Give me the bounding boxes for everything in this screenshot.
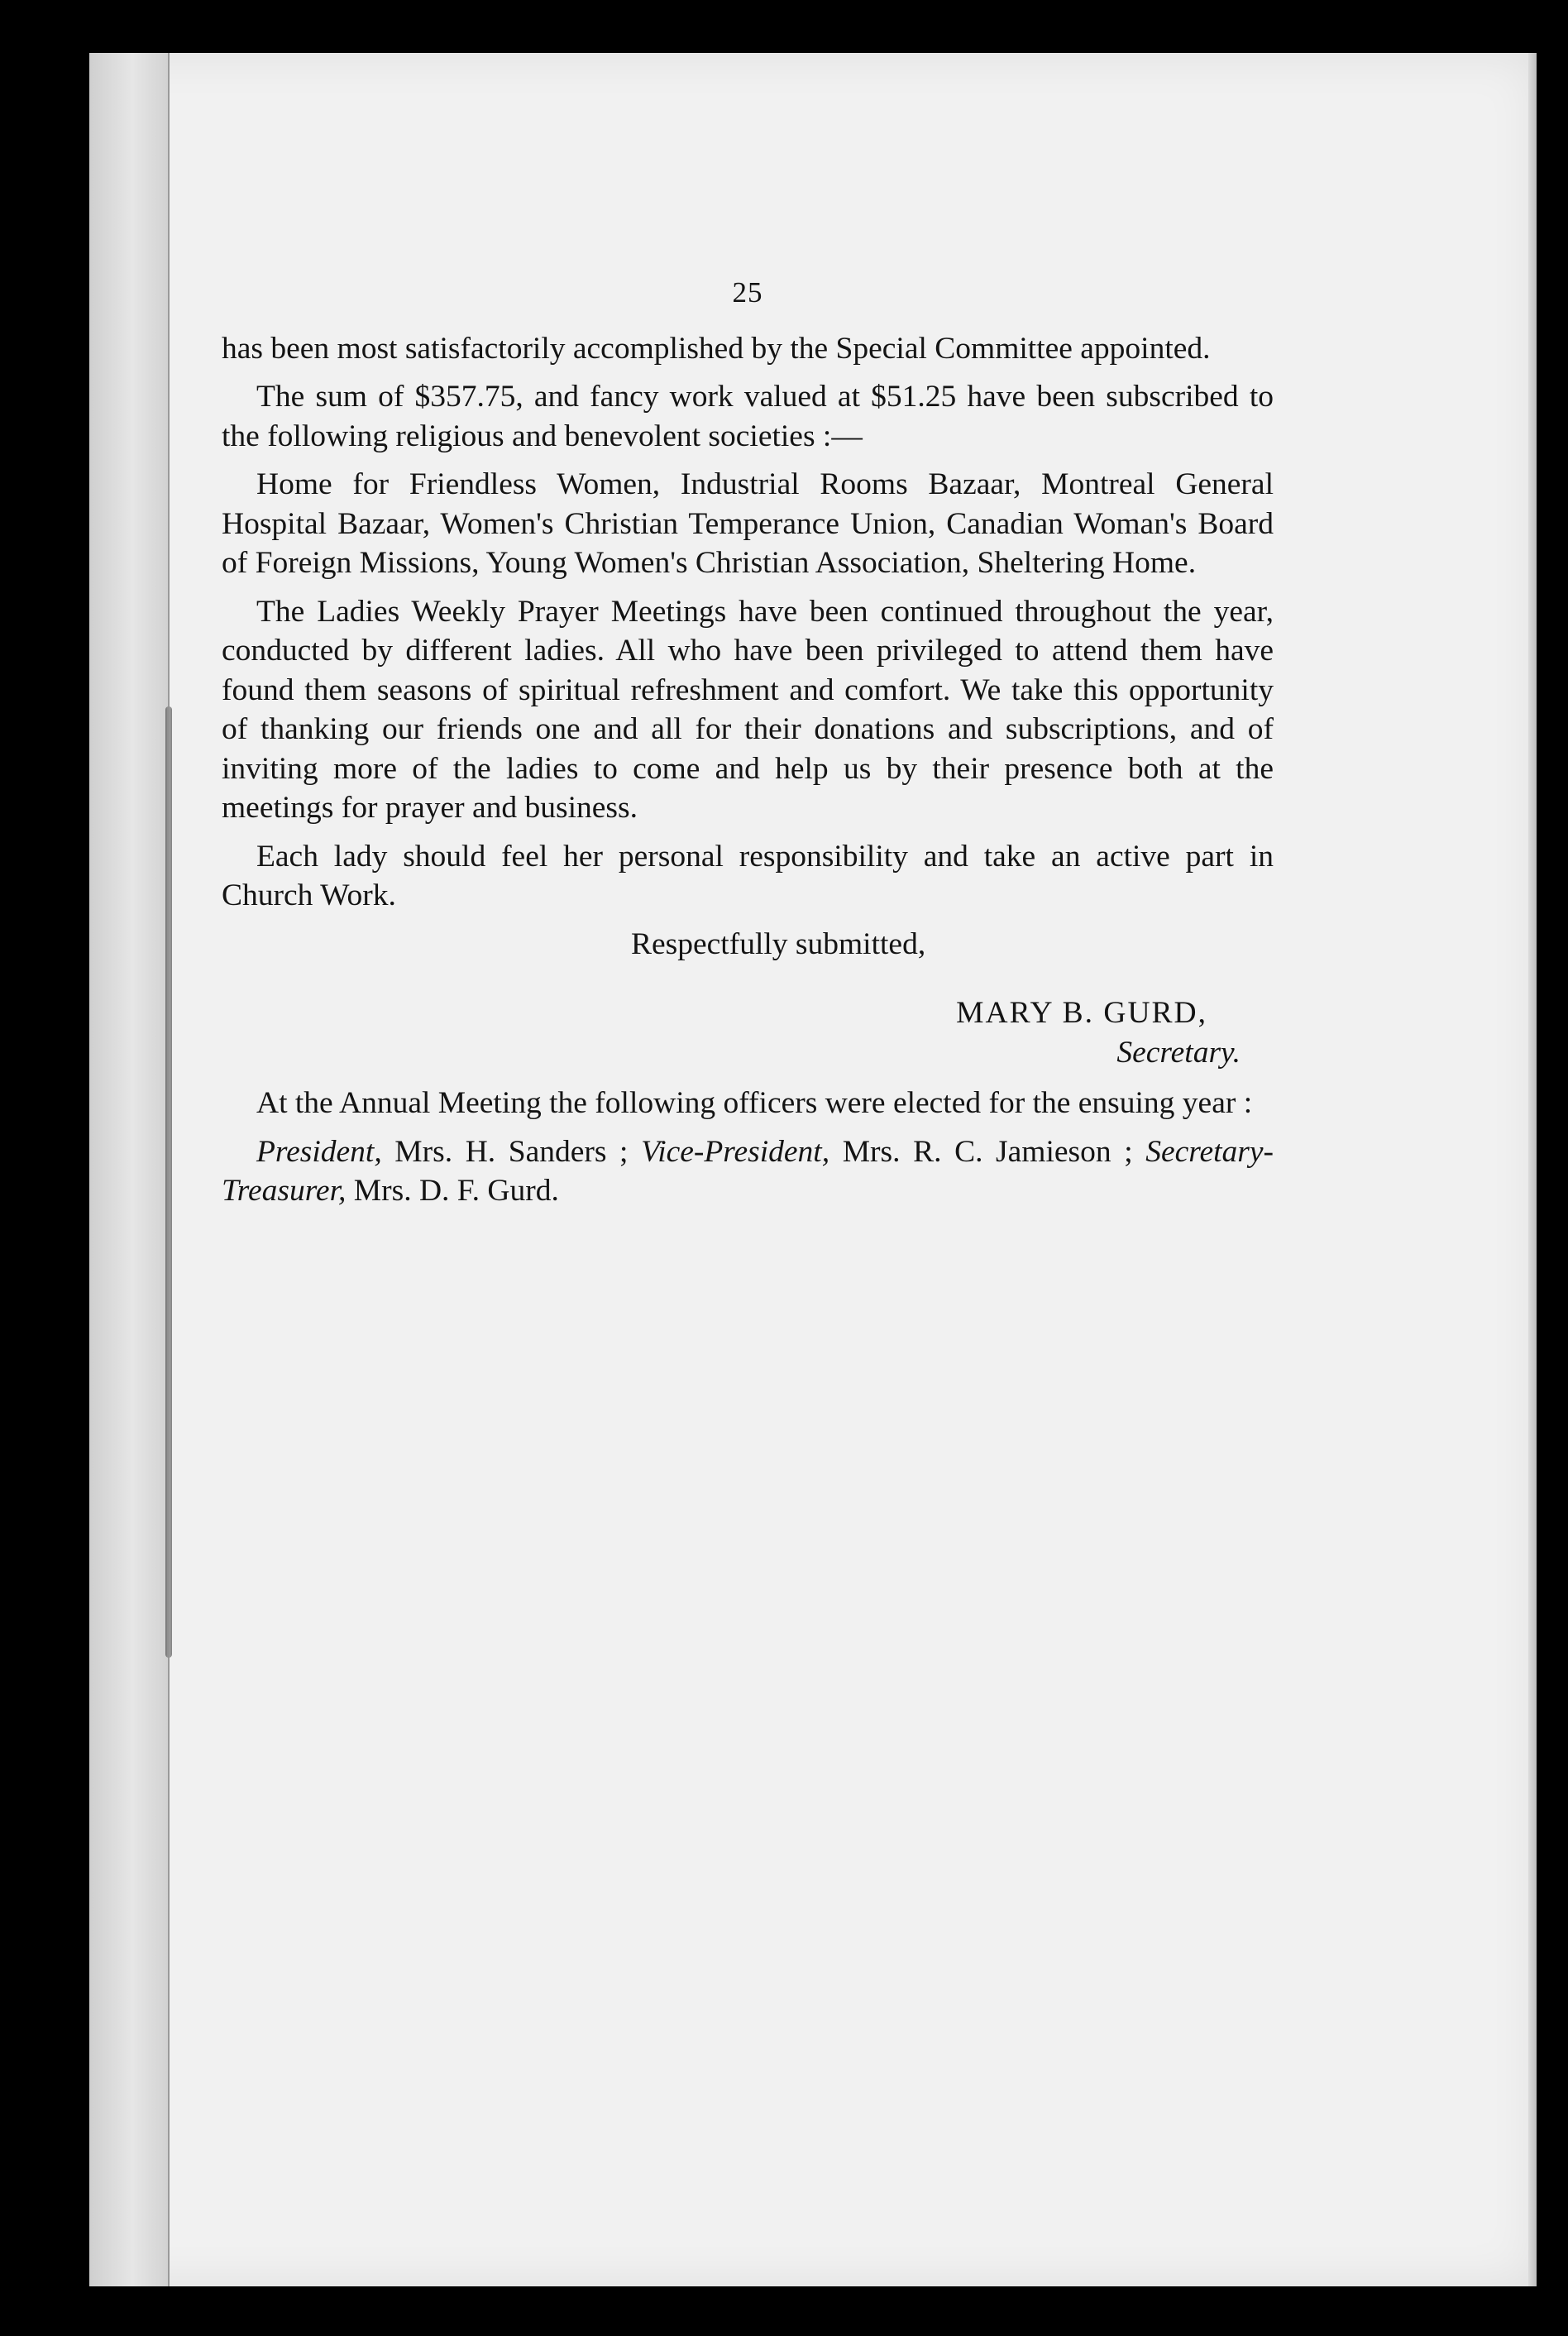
paragraph-prayer-meetings: The Ladies Weekly Prayer Meetings have been continued throughout the year, conducted by different ladies. All who have been privileged to attend them have found them seasons of spiritual refreshment and comfort. We take this opportunity of thanking our friends one and all for their donations and subscriptions, and of inviting more of the ladies to come and help us by their presence both at the meetings for prayer and business.	[222, 594, 1274, 825]
paragraph-officers-list	[222, 1132, 1274, 1211]
signer-role: Secretary.	[1116, 1035, 1241, 1070]
paragraph-officers-intro: At the Annual Meeting the following officers were elected for the ensuing year :	[256, 1086, 1253, 1120]
closing-salutation: Respectfully submitted,	[631, 926, 926, 961]
page-edge	[1528, 53, 1537, 2286]
president-title: President,	[256, 1134, 382, 1169]
vice-president-title: Vice-President,	[641, 1134, 830, 1169]
vice-president-name: Mrs. R. C. Jamieson ;	[829, 1134, 1146, 1169]
page-text	[222, 273, 1274, 1220]
paragraph-responsibility: Each lady should feel her personal responsibility and take an active part in Church Work.	[222, 839, 1274, 912]
page-number: 25	[732, 276, 763, 309]
binding-gutter	[89, 53, 170, 2286]
paragraph-subscriptions: The sum of $357.75, and fancy work valued at $51.25 have been subscribed to the following religious and benevolent societies :—	[222, 380, 1274, 453]
paragraph-societies: Home for Friendless Women, Industrial Rooms Bazaar, Montreal General Hospital Bazaar, Women's Christian Temperance Union, Canadian Woman's Board of Foreign Missions, Young Women's Christian Association, Sheltering Home.	[222, 467, 1274, 580]
binding-edge-mark	[165, 706, 172, 1658]
signer-name: MARY B. GURD,	[956, 996, 1207, 1030]
secretary-treasurer-name: Mrs. D. F. Gurd.	[346, 1174, 559, 1208]
secretary-treasurer-title: Secretary-Treasurer,	[222, 1134, 1274, 1208]
paragraph-committee: has been most satisfactorily accomplished by the Special Committee appointed.	[222, 331, 1211, 366]
president-name: Mrs. H. Sanders ;	[381, 1134, 642, 1169]
